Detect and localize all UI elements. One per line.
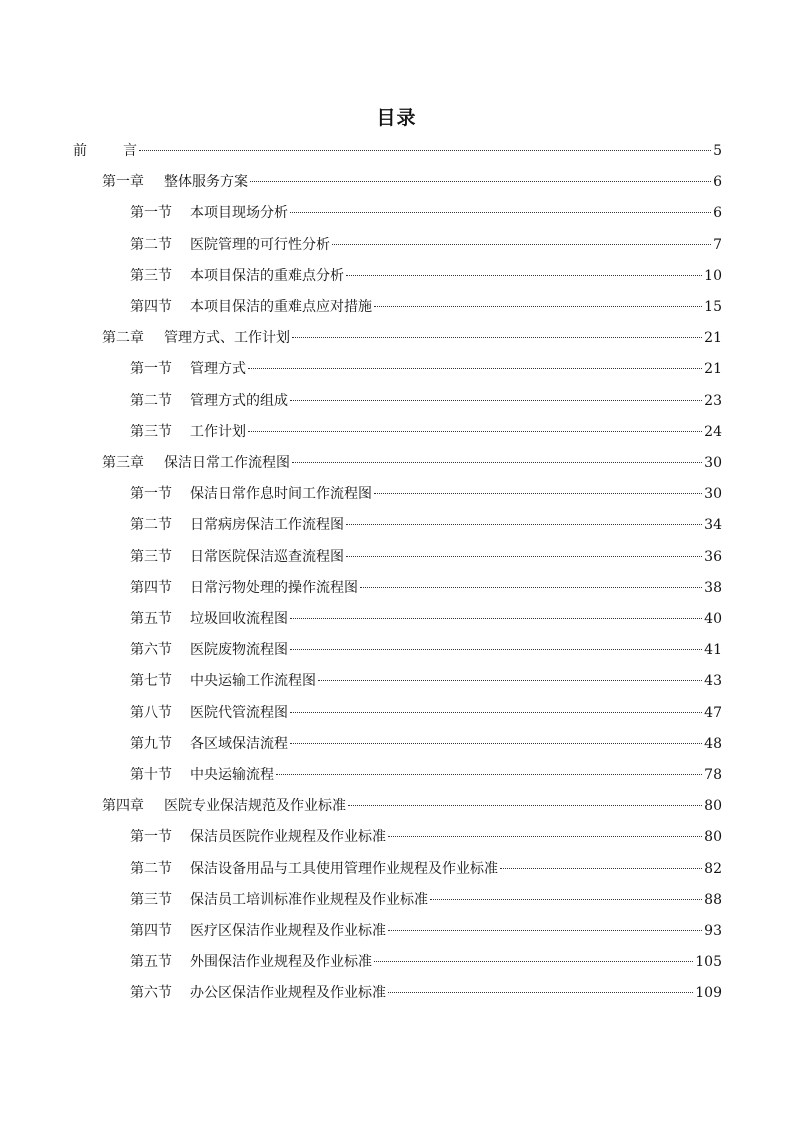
- toc-entry-label: 第三节: [130, 891, 172, 908]
- toc-entry-text: 垃圾回收流程图: [190, 611, 288, 627]
- toc-entry-text: 保洁日常作息时间工作流程图: [190, 486, 372, 503]
- toc-entry-page-number: 21: [704, 361, 722, 378]
- dot-leader: [248, 431, 702, 432]
- toc-entry-label: 第二节: [130, 392, 172, 409]
- toc-entry-label: 第二节: [130, 236, 172, 253]
- toc-entry-page-number: 7: [713, 236, 722, 253]
- toc-entry[interactable]: [130, 733, 722, 755]
- toc-entry-label: 第三节: [130, 267, 172, 284]
- dot-leader: [346, 524, 702, 525]
- toc-entry-page-number: 5: [713, 143, 722, 159]
- toc-entry-text: 医院废物流程图: [190, 642, 288, 659]
- dot-leader: [292, 462, 702, 463]
- toc-entry-page-number: 21: [704, 330, 722, 347]
- toc-entry-text: 保洁设备用品与工具使用管理作业规程及作业标准: [190, 860, 498, 877]
- toc-entry-page-number: 40: [704, 611, 722, 627]
- toc-entry-text: 外围保洁作业规程及作业标准: [190, 954, 372, 971]
- dot-leader: [318, 680, 702, 681]
- dot-leader: [332, 244, 711, 245]
- toc-entry-text: 医院管理的可行性分析: [190, 236, 330, 253]
- toc-entry-label: 前: [73, 143, 87, 159]
- toc-entry-label: 第七节: [130, 673, 172, 690]
- toc-entry-text: 保洁日常工作流程图: [164, 455, 290, 471]
- dot-leader: [290, 212, 711, 213]
- toc-entry[interactable]: [130, 670, 722, 692]
- dot-leader: [374, 493, 702, 494]
- toc-entry-label: 第一节: [130, 829, 172, 846]
- dot-leader: [248, 368, 702, 369]
- toc-entry-page-number: 30: [704, 486, 722, 503]
- toc-entry-page-number: 6: [713, 174, 722, 191]
- toc-entry-text: 管理方式的组成: [190, 392, 288, 409]
- toc-entry-page-number: 34: [704, 517, 722, 534]
- toc-entry[interactable]: [130, 483, 722, 505]
- toc-entry-page-number: 10: [704, 267, 722, 284]
- toc-entry-text: 各区域保洁流程: [190, 735, 288, 752]
- toc-entry[interactable]: [130, 951, 722, 973]
- toc-entry-label: 第六节: [130, 985, 172, 1002]
- toc-entry-text: 中央运输流程: [190, 767, 274, 783]
- toc-entry-page-number: 43: [704, 673, 722, 690]
- dot-leader: [290, 743, 702, 744]
- toc-entry-label: 第四节: [130, 923, 172, 939]
- toc-entry[interactable]: [130, 296, 722, 318]
- toc-entry[interactable]: [130, 390, 722, 412]
- toc-entry-page-number: 105: [695, 954, 722, 971]
- toc-entry[interactable]: [130, 702, 722, 724]
- toc-entry-text: 本项目现场分析: [190, 205, 288, 222]
- toc-entry[interactable]: [130, 514, 722, 536]
- toc-entry-page-number: 24: [704, 423, 722, 440]
- toc-entry-label: 第八节: [130, 704, 172, 721]
- toc-entry-text: 日常病房保洁工作流程图: [190, 517, 344, 534]
- toc-entry-label: 第二节: [130, 860, 172, 877]
- dot-leader: [360, 587, 702, 588]
- toc-entry[interactable]: [130, 421, 722, 443]
- toc-entry-label: 第一节: [130, 361, 172, 378]
- toc-entry-page-number: 109: [695, 985, 722, 1002]
- toc-entry[interactable]: [130, 234, 722, 256]
- toc-entry[interactable]: [130, 608, 722, 630]
- dot-leader: [139, 150, 711, 151]
- toc-entry-text: 管理方式、工作计划: [164, 330, 290, 347]
- dot-leader: [290, 618, 702, 619]
- toc-entry-label: 第五节: [130, 954, 172, 971]
- dot-leader: [430, 899, 702, 900]
- toc-entry[interactable]: [130, 889, 722, 911]
- toc-entry-page-number: 41: [704, 642, 722, 659]
- toc-entry[interactable]: [130, 920, 722, 942]
- toc-entry[interactable]: [102, 795, 722, 817]
- toc-entry-label: 第一章: [102, 174, 144, 191]
- toc-entry-page-number: 15: [704, 299, 722, 315]
- toc-entry-page-number: 93: [704, 923, 722, 939]
- toc-entry-page-number: 82: [704, 860, 722, 877]
- toc-entry-label: 第二章: [102, 330, 144, 347]
- dot-leader: [348, 805, 702, 806]
- toc-entry-text: 整体服务方案: [164, 174, 248, 191]
- toc-entry-page-number: 48: [704, 735, 722, 752]
- dot-leader: [346, 275, 702, 276]
- toc-entry-page-number: 30: [704, 455, 722, 471]
- toc-entry[interactable]: [102, 452, 722, 474]
- toc-entry-page-number: 6: [713, 205, 722, 222]
- toc-entry-page-number: 80: [704, 798, 722, 815]
- dot-leader: [290, 400, 702, 401]
- toc-entry-page-number: 23: [704, 392, 722, 409]
- toc-entry-text: 日常污物处理的操作流程图: [190, 579, 358, 596]
- toc-entry[interactable]: [130, 764, 722, 786]
- toc-entry-label: 第四章: [102, 798, 144, 815]
- toc-entry[interactable]: [130, 577, 722, 599]
- toc-entry-label: 第一节: [130, 486, 172, 503]
- toc-entry-text: 本项目保洁的重难点应对措施: [190, 299, 372, 315]
- toc-entry-page-number: 38: [704, 579, 722, 596]
- dot-leader: [388, 930, 702, 931]
- toc-entry-label: 第三节: [130, 423, 172, 440]
- toc-entry-text: 保洁员工培训标准作业规程及作业标准: [190, 891, 428, 908]
- toc-entry-page-number: 80: [704, 829, 722, 846]
- toc-entry[interactable]: [102, 327, 722, 349]
- toc-entry-text: 中央运输工作流程图: [190, 673, 316, 690]
- toc-entry[interactable]: [130, 546, 722, 568]
- toc-entry-text: 工作计划: [190, 423, 246, 440]
- toc-entry-text: 本项目保洁的重难点分析: [190, 267, 344, 284]
- dot-leader: [346, 556, 702, 557]
- toc-entry-label: 第三章: [102, 455, 144, 471]
- toc-entry-label: 第四节: [130, 579, 172, 596]
- dot-leader: [290, 649, 702, 650]
- toc-entry-text: 医院代管流程图: [190, 704, 288, 721]
- toc-entry-text: 医院专业保洁规范及作业标准: [164, 798, 346, 815]
- toc-entry-page-number: 36: [704, 548, 722, 565]
- toc-entry-text: 保洁员医院作业规程及作业标准: [190, 829, 386, 846]
- dot-leader: [250, 181, 711, 182]
- toc-entry[interactable]: [130, 826, 722, 848]
- toc-entry-text: 办公区保洁作业规程及作业标准: [190, 985, 386, 1002]
- toc-entry-label: 第四节: [130, 299, 172, 315]
- toc-entry-text: 言: [123, 143, 137, 159]
- dot-leader: [276, 774, 702, 775]
- dot-leader: [500, 868, 702, 869]
- dot-leader: [374, 306, 702, 307]
- toc-entry-page-number: 78: [704, 767, 722, 783]
- toc-entry-page-number: 88: [704, 891, 722, 908]
- dot-leader: [374, 961, 693, 962]
- toc-entry-text: 管理方式: [190, 361, 246, 378]
- dot-leader: [388, 992, 693, 993]
- dot-leader: [290, 712, 702, 713]
- toc-entry[interactable]: [130, 358, 722, 380]
- toc-entry-label: 第六节: [130, 642, 172, 659]
- toc-entry[interactable]: [102, 171, 722, 193]
- toc-entry[interactable]: [130, 639, 722, 661]
- toc-entry[interactable]: [73, 140, 722, 162]
- toc-entry[interactable]: [130, 202, 722, 224]
- toc-entry-label: 第二节: [130, 517, 172, 534]
- toc-entry-label: 第一节: [130, 205, 172, 222]
- toc-entry-page-number: 47: [704, 704, 722, 721]
- toc-entry-text: 医疗区保洁作业规程及作业标准: [190, 923, 386, 939]
- toc-entry[interactable]: [130, 265, 722, 287]
- toc-title: 目录: [376, 107, 417, 129]
- toc-entry-label: 第五节: [130, 611, 172, 627]
- toc-entry-label: 第九节: [130, 735, 172, 752]
- toc-entry-label: 第三节: [130, 548, 172, 565]
- toc-entry[interactable]: [130, 982, 722, 1004]
- dot-leader: [388, 836, 702, 837]
- toc-entry[interactable]: [130, 858, 722, 880]
- toc-entry-text: 日常医院保洁巡查流程图: [190, 548, 344, 565]
- toc-entry-label: 第十节: [130, 767, 172, 783]
- dot-leader: [292, 337, 702, 338]
